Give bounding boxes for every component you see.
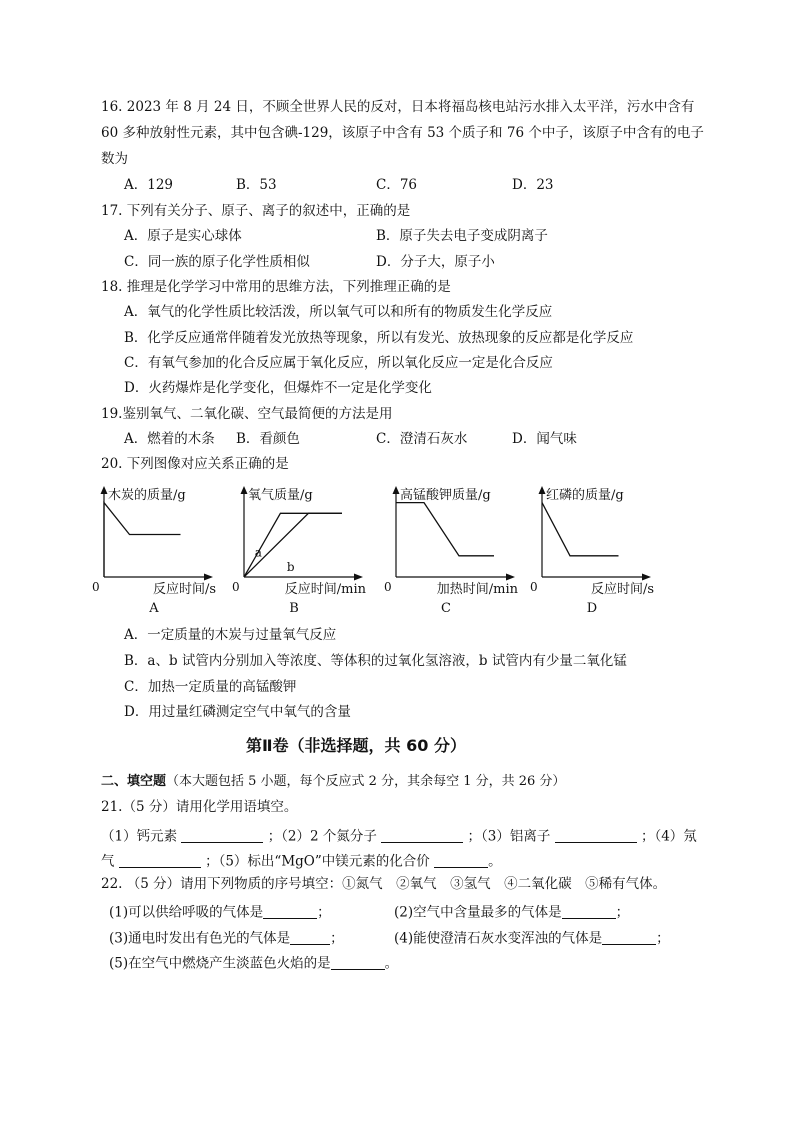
y-axis-label: 木炭的质量/g [108,488,186,503]
graph-letter: D [586,601,598,616]
x-axis-label: 反应时间/s [590,582,654,597]
q16-option-c: C．76 [376,177,418,193]
q21-end: 。 [488,853,502,870]
q21-blank-1[interactable] [181,828,263,843]
q22-blank-2[interactable] [562,904,616,919]
q19-option-d: D．闻气味 [512,431,577,447]
y-axis-arrow [393,486,400,494]
origin-label: 0 [232,580,240,594]
q17-option-c: C．同一族的原子化学性质相似 [124,254,310,270]
graph-letter: B [289,601,299,616]
q22-item-3-label: (3)通电时发出有色光的气体是 [109,930,291,947]
section-desc: （本大题包括 5 小题，每个反应式 2 分，其余每空 1 分，共 26 分） [166,774,566,789]
section-header [101,775,565,788]
origin-label: 0 [530,580,538,594]
q21-blank1-label: （1）钙元素 [101,828,178,845]
q19-option-a: A．燃着的木条 [124,431,215,447]
graph-letter: A [149,601,159,616]
q22-item-5-end: 。 [384,955,399,972]
q22-item-1 [109,904,331,920]
q19-option-b: B．看颜色 [236,431,300,447]
q20-option-d: D．用过量红磷测定空气中氧气的含量 [124,704,351,720]
q22-item-2-semicolon: ； [615,904,630,921]
q22-item-3 [109,930,344,946]
q22-item-2-label: (2)空气中含量最多的气体是 [394,904,562,921]
q16-option-a: A．129 [124,177,174,193]
y-axis-label: 氧气质量/g [248,488,313,503]
origin-label: 0 [384,580,392,594]
q16-option-d: D．23 [512,177,554,193]
q21-blank4-label: ；（4）氖 [640,828,697,845]
y-axis-label: 高锰酸钾质量/g [400,488,491,503]
origin-label: 0 [92,580,100,594]
y-axis-label: 红磷的质量/g [546,488,624,503]
graph-c [384,482,524,617]
q16-option-b: B．53 [236,177,277,193]
q21-line1 [101,828,697,844]
x-axis-label: 反应时间/s [152,582,216,597]
q22-blank-5[interactable] [331,955,385,970]
q17-stem: 17. 下列有关分子、原子、离子的叙述中，正确的是 [101,203,411,219]
q22-item-1-label: (1)可以供给呼吸的气体是 [109,904,264,921]
q21-blank-5[interactable] [434,853,488,868]
q22-item-4-label: (4)能使澄清石灰水变浑浊的气体是 [394,930,603,947]
q21-blank-4[interactable] [119,853,201,868]
q22-item-5 [109,955,398,971]
q21-blank5-label: ；（5）标出“MgO”中镁元素的化合价 [205,853,430,870]
q17-option-a: A．原子是实心球体 [124,228,242,244]
q16-line2: 60 多种放射性元素，其中包含碘-129，该原子中含有 53 个质子和 76 个中子，该原子中含有的电子 [101,125,704,141]
graph-a [92,482,222,617]
series-label-b: b [286,559,295,574]
x-axis-label: 加热时间/min [436,582,518,597]
q21-blank4-label-cont: 气 [101,853,115,870]
q19-stem: 19.鉴别氧气、二氧化碳、空气最简便的方法是用 [101,406,393,422]
q22-item-4-semicolon: ； [656,930,670,947]
y-axis-arrow [101,486,108,494]
q21-blank-3[interactable] [555,828,637,843]
x-axis-label: 反应时间/min [284,582,366,597]
q16-line3: 数为 [101,151,128,167]
q22-item-4 [394,930,670,946]
q22-blank-3[interactable] [290,930,330,945]
series-line-0 [104,503,181,577]
graph-b [232,482,372,617]
q22-item-3-semicolon: ； [330,930,344,947]
series-line-0 [396,503,494,556]
q22-blank-1[interactable] [263,904,317,919]
q20-option-b: B．a、b 试管内分别加入等浓度、等体积的过氧化氢溶液，b 试管内有少量二氧化锰 [124,653,627,669]
q17-option-b: B．原子失去电子变成阴离子 [376,228,548,244]
q18-option-a: A．氧气的化学性质比较活泼，所以氧气可以和所有的物质发生化学反应 [124,304,553,320]
series-line-0 [542,503,619,556]
x-axis-arrow [354,574,363,581]
part2-title: 第Ⅱ卷（非选择题，共 60 分） [246,736,466,755]
q18-option-c: C．有氧气参加的化合反应属于氧化反应，所以氧化反应一定是化合反应 [124,355,553,371]
q22-stem: 22. （5 分）请用下列物质的序号填空：①氮气 ②氧气 ③氢气 ④二氧化碳 ⑤稀有气体。 [101,876,667,892]
q16-line1: 16. 2023 年 8 月 24 日，不顾全世界人民的反对，日本将福岛核电站污水排入太平洋，污水中含有 [101,99,695,115]
x-axis-arrow [204,574,213,581]
graph-letter: C [441,601,451,616]
x-axis-arrow [642,574,651,581]
q17-option-d: D．分子大，原子小 [376,254,495,270]
q22-blank-4[interactable] [602,930,656,945]
q21-blank3-label: ；（3）铝离子 [467,828,551,845]
y-axis-arrow [539,486,546,494]
q21-blank2-label: ；（2）2 个氮分子 [267,828,377,845]
q18-stem: 18. 推理是化学学习中常用的思维方法，下列推理正确的是 [101,279,451,295]
q21-stem: 21.（5 分）请用化学用语填空。 [101,799,298,815]
section-head: 二、填空题 [101,774,167,789]
q20-option-a: A．一定质量的木炭与过量氧气反应 [124,627,337,643]
q20-option-c: C．加热一定质量的高锰酸钾 [124,679,297,695]
x-axis-arrow [506,574,515,581]
y-axis-arrow [241,486,248,494]
q21-blank-2[interactable] [381,828,463,843]
q22-item-2 [394,904,629,920]
q19-option-c: C．澄清石灰水 [376,431,468,447]
series-label-a: a [254,545,262,560]
q22-item-1-semicolon: ； [317,904,331,921]
q18-option-d: D．火药爆炸是化学变化，但爆炸不一定是化学变化 [124,380,432,396]
q18-option-b: B．化学反应通常伴随着发光放热等现象，所以有发光、放热现象的反应都是化学反应 [124,330,634,346]
q21-line2 [101,853,502,869]
q20-stem: 20. 下列图像对应关系正确的是 [101,456,289,472]
graph-d [530,482,660,617]
q22-item-5-label: (5)在空气中燃烧产生淡蓝色火焰的是 [109,955,331,972]
